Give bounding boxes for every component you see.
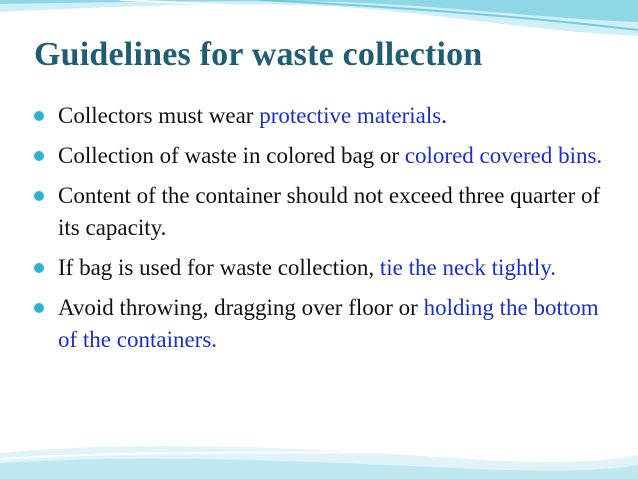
bullet-list <box>34 100 619 364</box>
bullet-text: Content of the container should not exceed three quarter of its capacity. <box>58 183 601 240</box>
bottom-wave-decoration <box>0 419 638 479</box>
bullet-dot-icon <box>34 151 44 161</box>
bullet-dot-icon <box>34 263 44 273</box>
slide-title: Guidelines for waste collection <box>34 36 483 73</box>
bullet-text: Avoid throwing, dragging over floor or <box>58 295 424 320</box>
bullet-text-end: . <box>441 103 447 128</box>
bullet-dot-icon <box>34 191 44 201</box>
bullet-item <box>34 140 619 172</box>
bullet-item <box>34 100 619 132</box>
bullet-item <box>34 292 619 356</box>
bullet-item <box>34 180 619 244</box>
bullet-highlight: colored covered bins. <box>404 143 603 168</box>
bullet-highlight: tie the neck tightly. <box>379 255 556 280</box>
bullet-highlight: protective materials <box>259 103 442 128</box>
bullet-item <box>34 252 619 284</box>
bullet-dot-icon <box>34 303 44 313</box>
bullet-text: Collectors must wear <box>58 103 260 128</box>
bullet-dot-icon <box>34 111 44 121</box>
bullet-highlight: holding the bottom of the containers. <box>58 295 599 352</box>
bullet-text: Collection of waste in colored bag or <box>58 143 405 168</box>
bullet-text: If bag is used for waste collection, <box>58 255 380 280</box>
